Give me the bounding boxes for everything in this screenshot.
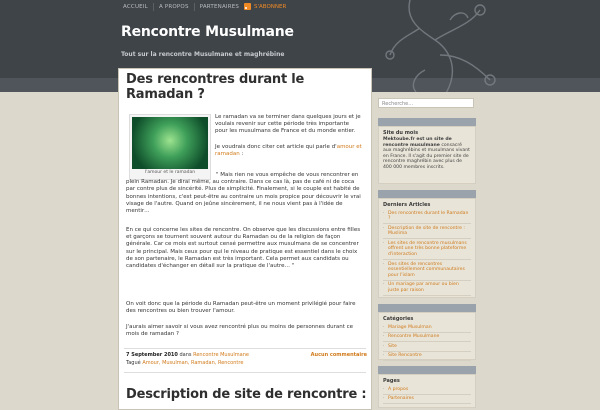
post-title-2-line1: Description de site de rencontre :: [126, 387, 367, 402]
category-item[interactable]: · Site Rencontre: [383, 352, 471, 362]
post-image: [129, 114, 211, 180]
rss-subscribe-link[interactable]: [244, 3, 286, 10]
pages-title: Pages: [383, 378, 400, 384]
categories-widget: [378, 312, 476, 360]
recent-posts-list: [379, 209, 475, 296]
category-item[interactable]: · Mariage Musulman: [383, 323, 471, 333]
recent-post-link[interactable]: · Les sites de rencontre musulmans offrent une très bonne plateforme d'interaction: [383, 239, 471, 260]
recent-post-link[interactable]: · Un mariage par amour ou bien juste par raison: [383, 281, 471, 296]
category-link[interactable]: Rencontre Musulmane: [193, 352, 249, 358]
post-paragraph: [215, 144, 363, 158]
comments-link-label: Aucun commentaire: [310, 352, 367, 358]
nav-a-propos[interactable]: A PROPOS: [154, 3, 195, 11]
sidebar-widget-header: [378, 366, 476, 374]
post-title-line2: Ramadan ?: [126, 87, 205, 102]
floral-ornament: [350, 0, 510, 92]
recent-posts-widget: [378, 198, 476, 298]
nav-accueil[interactable]: ACCUEIL: [118, 3, 154, 11]
search-input[interactable]: Recherche...: [378, 98, 474, 108]
image-caption: l'amour et le ramadan: [144, 170, 196, 175]
recent-post-link[interactable]: · Des rencontres durant le Ramadan ?: [383, 209, 471, 224]
top-navigation: [118, 0, 244, 14]
categories-list: [379, 323, 475, 361]
comments-link[interactable]: [311, 352, 367, 358]
blockquote-part1: " Mais rien ne vous empêche de vous rencontrer en plein Ramadan. Je dirai même, au contraire. Dans ce cas là, pas de café ni de coca par contre plus de sincérité. Plus de simplicité. Finalement, si le couple est habité de bonnes intentions, c'est peut-être au contraire un mois propice pour découvrir le vrai visage de l'autre. Quand on jeûne sincèrement, il ne nous vient pas à l'idée de mentir…: [126, 172, 361, 215]
main-content: [118, 68, 372, 410]
amour-ramadan-link[interactable]: amour et ramadan: [215, 144, 362, 158]
recent-posts-title: Derniers Articles: [383, 202, 431, 208]
post-separator: [124, 372, 366, 373]
category-item[interactable]: · Rencontre Musulmane: [383, 333, 471, 343]
site-du-mois-bold: Mektoube.fr est un site de rencontre musulmane: [383, 137, 452, 148]
blockquote-part2: En ce qui concerne les sites de rencontre. On observe que les discussions entre filles et garçons se tournent souvent autour du Ramadan ou de la religion de façon générale. Car ce mois est surtout censé permettre aux musulmans de se concentrer sur le principal. Mais ceux pour qui le niveau de pratique est essentiel dans le choix de son partenaire, le Ramadan est très important. Cela permet aux candidats ou candidates d'échanger en détail sur la pratique de l'autre… ": [126, 227, 361, 270]
ramadan-calligraphy-image: [132, 117, 208, 169]
page-item[interactable]: · Partenaires: [383, 395, 471, 405]
rss-icon: [244, 3, 251, 10]
category-item[interactable]: · Site: [383, 342, 471, 352]
sidebar-widget-header: [378, 118, 476, 126]
post-paragraph: J'aurais aimer savoir si vous avez rencontré plus ou moins de personnes durant ce mois de ramadan ?: [126, 324, 354, 338]
categories-title: Catégories: [383, 316, 414, 322]
tags-label: Tagué: [126, 360, 141, 366]
rss-label: S'ABONNER: [254, 3, 287, 10]
post-title-line1: Des rencontres durant le: [126, 72, 305, 87]
sidebar-widget-header: [378, 190, 476, 198]
post-meta: [126, 352, 249, 358]
page-item[interactable]: · A propos: [383, 385, 471, 395]
post-text: Je voudrais donc citer cet article qui parle d': [215, 144, 337, 150]
site-title[interactable]: Rencontre Musulmane: [121, 24, 294, 40]
tags-links[interactable]: Amour, Musulman, Ramadan, Rencontre: [142, 360, 244, 366]
post-paragraph: Le ramadan va se terminer dans quelques jours et je voulais revenir sur cette période très importante pour les musulmans de France et du monde entier.: [215, 114, 361, 135]
post-title[interactable]: [126, 72, 304, 102]
site-du-mois-title: Site du mois: [383, 130, 419, 136]
pages-widget: [378, 374, 476, 408]
post-tags: [126, 360, 243, 366]
post-divider: [124, 348, 366, 349]
recent-post-link[interactable]: · Description de site de rencontre : Muslima: [383, 224, 471, 239]
site-du-mois-widget: [378, 126, 476, 184]
pages-list: [379, 385, 475, 404]
site-du-mois-desc: consacré aux maghrébins et musulmans vivant en France. Il s'agit du premier site de rencontre maghrébin avec plus de 400 000 membres inscrits.: [383, 142, 470, 170]
nav-partenaires[interactable]: PARTENAIRES: [199, 4, 240, 10]
site-description: Tout sur la rencontre Musulmane et maghrébine: [121, 51, 285, 58]
site-du-mois-text: [379, 137, 475, 171]
post-paragraph: On voit donc que la période du Ramadan peut-être un moment privilégié pour faire des rencontres ou bien trouver l'amour.: [126, 301, 356, 315]
sidebar-widget-header: [378, 304, 476, 312]
post-text: :: [239, 151, 244, 158]
meta-in: dans: [179, 352, 192, 358]
post-date: 7 September 2010: [126, 352, 178, 358]
recent-post-link[interactable]: · Des sites de rencontres essentiellement communautaires pour l'islam: [383, 260, 471, 281]
